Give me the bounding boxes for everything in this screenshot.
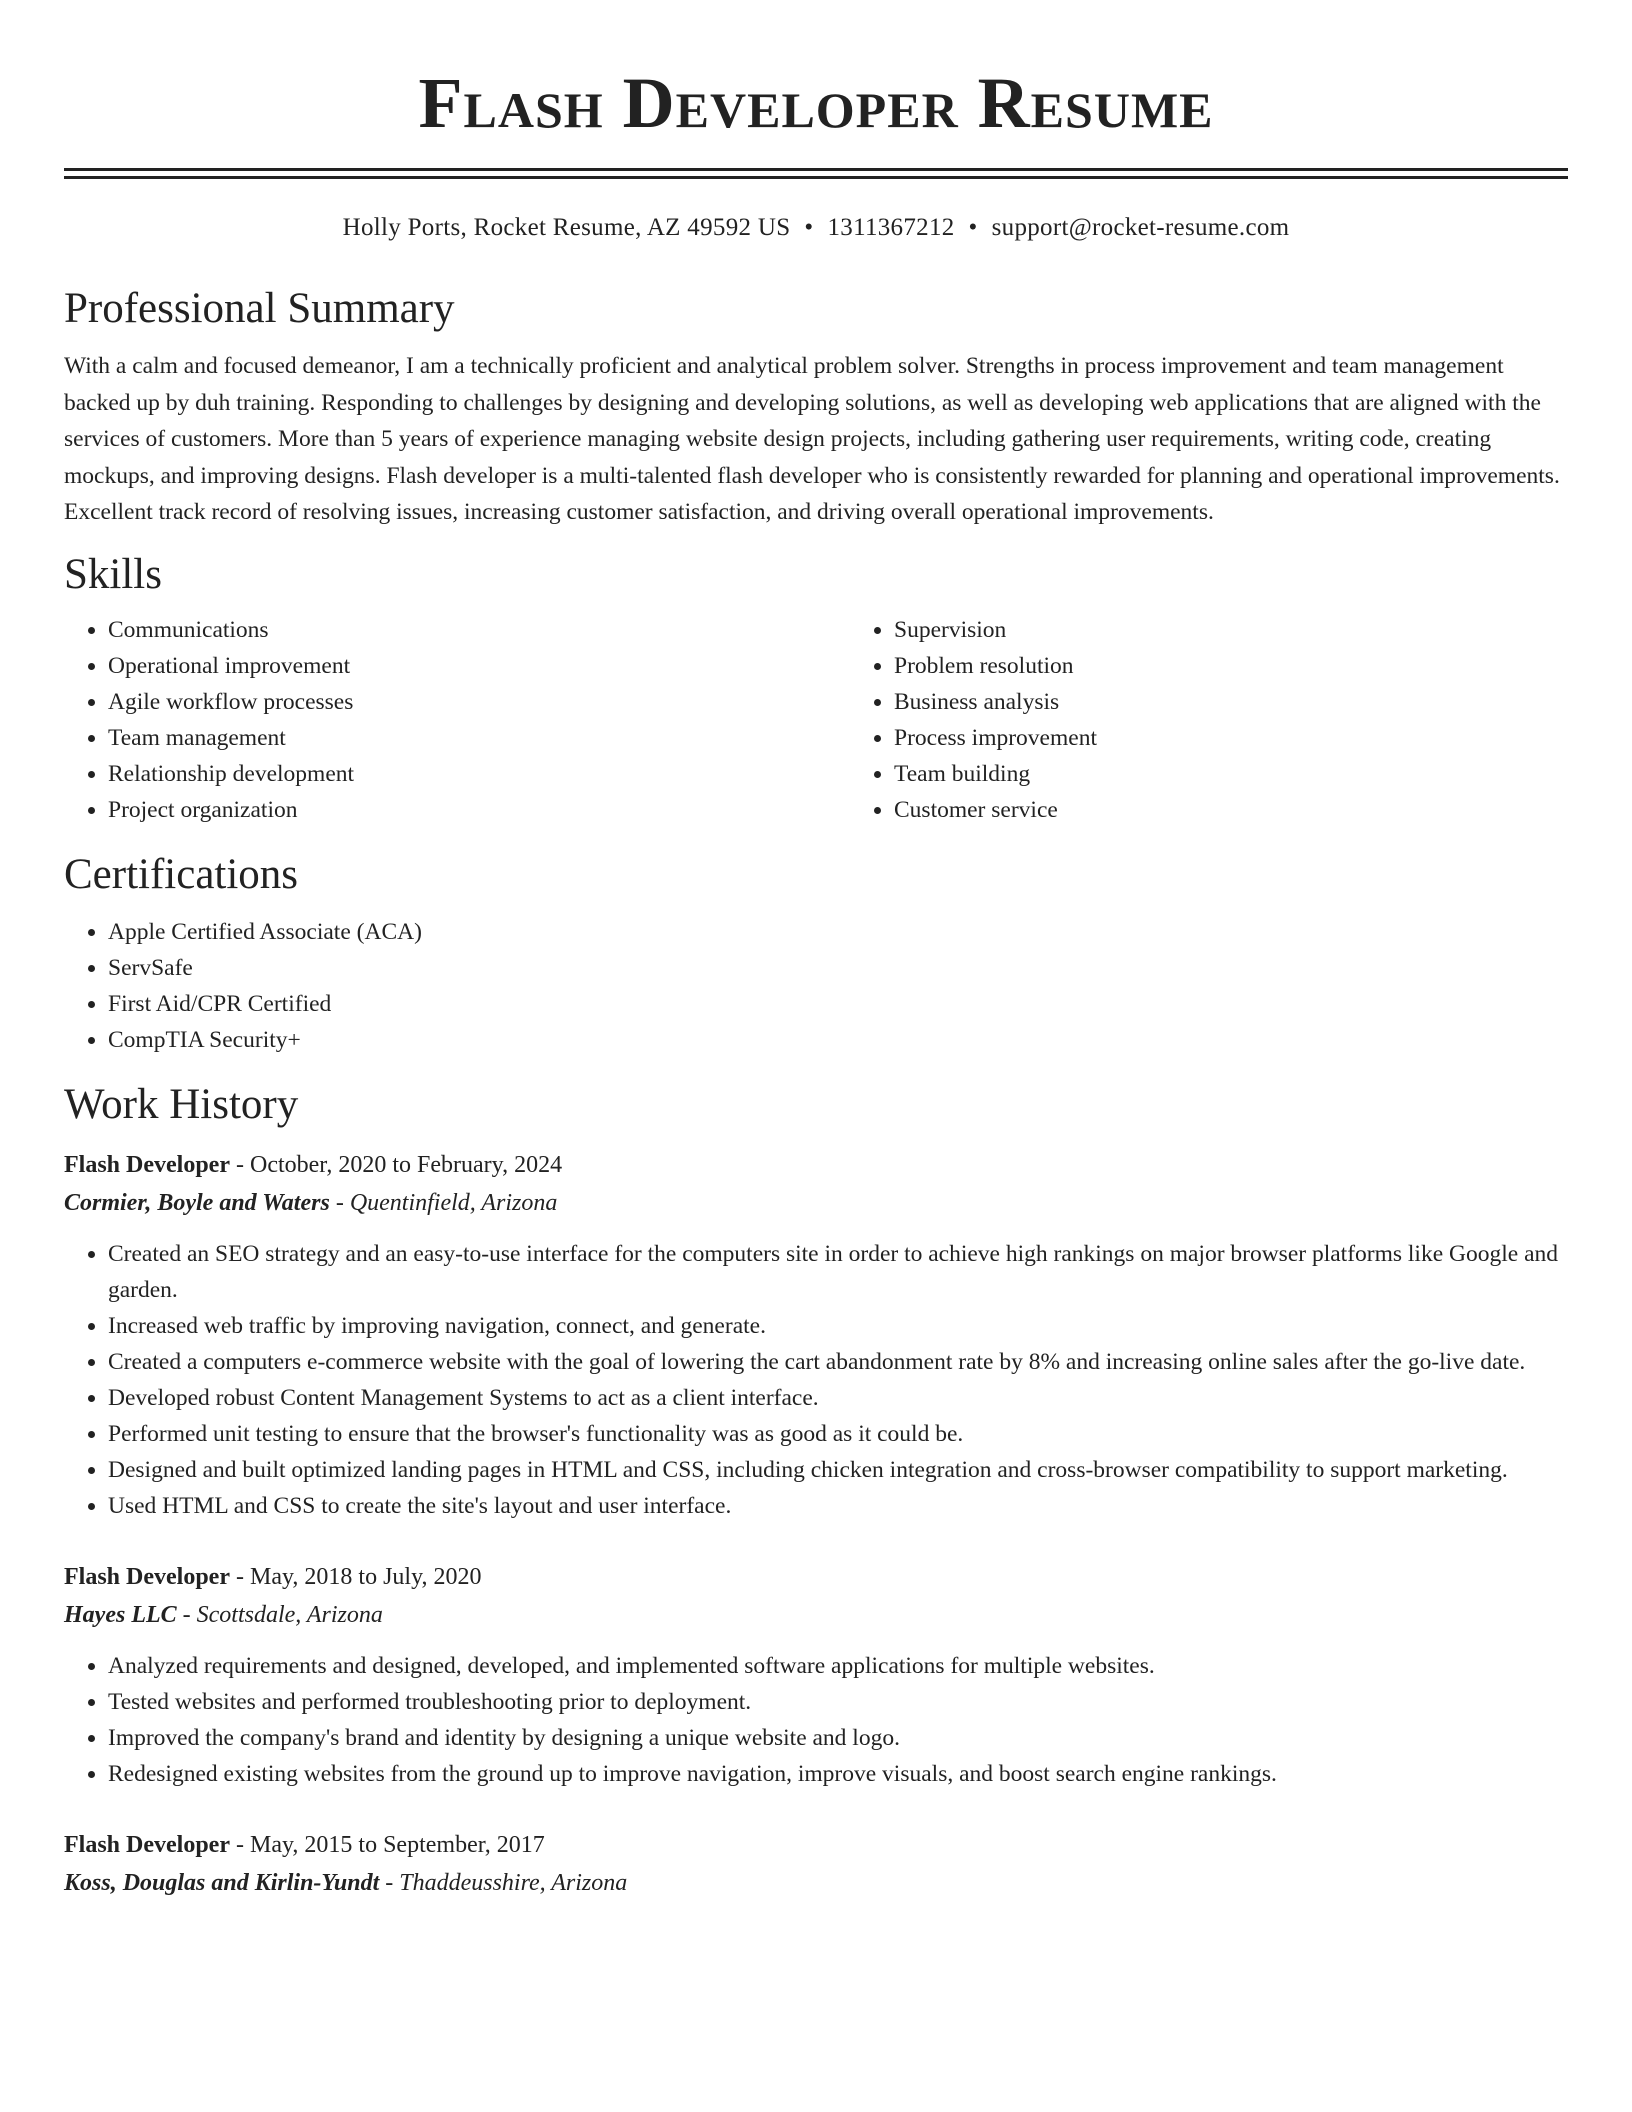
title-divider xyxy=(64,168,1568,179)
contact-address: Holly Ports, Rocket Resume, AZ 49592 US xyxy=(342,214,791,241)
skill-item: • Operational improvement xyxy=(108,648,850,684)
skills-list-right xyxy=(850,612,1632,828)
job-dates: May, 2015 to September, 2017 xyxy=(249,1831,545,1858)
skill-item: • Business analysis xyxy=(894,684,1632,720)
job-location: Thaddeusshire, Arizona xyxy=(399,1869,628,1896)
job-bullet: • Created a computers e-commerce website with the goal of lowering the cart abandonment rate by 8% and increasing online sales after the go-live date. xyxy=(108,1344,1568,1380)
job-bullet: • Redesigned existing websites from the ground up to improve navigation, improve visuals, and boost search engine rankings. xyxy=(108,1756,1568,1792)
job-title: Flash Developer xyxy=(64,1151,230,1178)
skill-item: • Team management xyxy=(108,720,850,756)
certification-item: • First Aid/CPR Certified xyxy=(108,986,1568,1022)
job-bullet: • Designed and built optimized landing pages in HTML and CSS, including chicken integration and cross-browser compatibility to support marketing. xyxy=(108,1452,1568,1488)
job-location: Scottsdale, Arizona xyxy=(196,1601,383,1628)
job-bullets xyxy=(64,1236,1568,1524)
job-entry xyxy=(64,1146,1568,1524)
job-company-line: Hayes LLC - Scottsdale, Arizona xyxy=(64,1601,383,1628)
resume-page xyxy=(64,0,1568,1902)
summary-heading: Professional Summary xyxy=(64,285,455,332)
job-location: Quentinfield, Arizona xyxy=(349,1189,558,1216)
skill-item: • Customer service xyxy=(894,792,1632,828)
certification-item: • ServSafe xyxy=(108,950,1568,986)
contact-phone: 1311367212 xyxy=(827,214,955,241)
job-bullet: • Improved the company's brand and identity by designing a unique website and logo. xyxy=(108,1720,1568,1756)
job-company-line: Cormier, Boyle and Waters - Quentinfield, Arizona xyxy=(64,1189,558,1216)
contact-email: support@rocket-resume.com xyxy=(991,214,1290,241)
job-bullet: • Tested websites and performed troubleshooting prior to deployment. xyxy=(108,1684,1568,1720)
job-bullets xyxy=(64,1648,1568,1792)
job-title-line: Flash Developer - October, 2020 to February, 2024 xyxy=(64,1151,563,1178)
work-history-heading: Work History xyxy=(64,1080,299,1128)
skill-item: • Team building xyxy=(894,756,1632,792)
skill-item: • Communications xyxy=(108,612,850,648)
skill-item: • Problem resolution xyxy=(894,648,1632,684)
certifications-heading: Certifications xyxy=(64,850,299,898)
certifications-list xyxy=(64,914,1568,1058)
skills-columns xyxy=(64,612,1568,828)
job-company: Hayes LLC xyxy=(64,1601,177,1628)
job-bullet: • Performed unit testing to ensure that the browser's functionality was as good as it could be. xyxy=(108,1416,1568,1452)
contact-separator: • xyxy=(804,214,814,241)
summary-text: With a calm and focused demeanor, I am a technically proficient and analytical problem solver. Strengths in process improvement and team management backed up by duh training. Responding to challenges by designing and developing solutions, as well as developing web applications that are aligned with the services of customers. More than 5 years of experience managing website design projects, including gathering user requirements, writing code, creating mockups, and improving designs. Flash developer is a multi-talented flash developer who is consistently rewarded for planning and operational improvements. Excellent track record of resolving issues, increasing customer satisfaction, and driving overall operational improvements. xyxy=(64,353,1560,525)
skills-list-left xyxy=(64,612,850,828)
job-bullet: • Increased web traffic by improving navigation, connect, and generate. xyxy=(108,1308,1568,1344)
job-entry xyxy=(64,1826,1568,1902)
job-dates: May, 2018 to July, 2020 xyxy=(249,1563,482,1590)
job-company: Cormier, Boyle and Waters xyxy=(64,1189,330,1216)
job-dates: October, 2020 to February, 2024 xyxy=(249,1151,563,1178)
job-bullet: • Used HTML and CSS to create the site's layout and user interface. xyxy=(108,1488,1568,1524)
job-company: Koss, Douglas and Kirlin-Yundt xyxy=(64,1869,380,1896)
job-title-line: Flash Developer - May, 2018 to July, 2020 xyxy=(64,1563,482,1590)
job-title: Flash Developer xyxy=(64,1831,230,1858)
job-entry xyxy=(64,1558,1568,1792)
skill-item: • Project organization xyxy=(108,792,850,828)
page-title: Flash Developer Resume xyxy=(418,63,1214,143)
skill-item: • Supervision xyxy=(894,612,1632,648)
certification-item: • Apple Certified Associate (ACA) xyxy=(108,914,1568,950)
certification-item: • CompTIA Security+ xyxy=(108,1022,1568,1058)
skill-item: • Agile workflow processes xyxy=(108,684,850,720)
contact-line xyxy=(64,213,1568,243)
skills-heading: Skills xyxy=(64,550,162,598)
contact-separator: • xyxy=(968,214,978,241)
job-title: Flash Developer xyxy=(64,1563,230,1590)
skill-item: • Process improvement xyxy=(894,720,1632,756)
skill-item: • Relationship development xyxy=(108,756,850,792)
job-bullet: • Analyzed requirements and designed, developed, and implemented software applications for multiple websites. xyxy=(108,1648,1568,1684)
job-bullet: • Created an SEO strategy and an easy-to-use interface for the computers site in order to achieve high rankings on major browser platforms like Google and garden. xyxy=(108,1236,1568,1308)
job-bullet: • Developed robust Content Management Systems to act as a client interface. xyxy=(108,1380,1568,1416)
job-company-line: Koss, Douglas and Kirlin-Yundt - Thaddeusshire, Arizona xyxy=(64,1869,628,1896)
job-title-line: Flash Developer - May, 2015 to September, 2017 xyxy=(64,1831,545,1858)
